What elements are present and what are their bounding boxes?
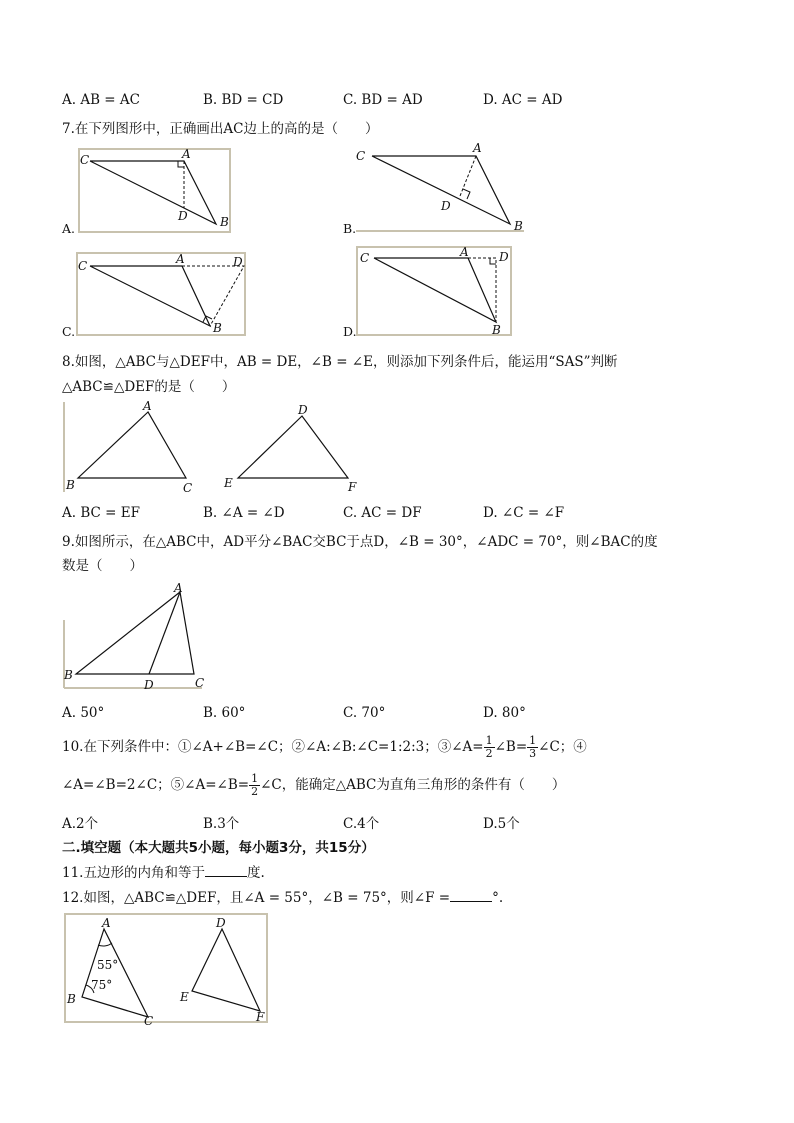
label-a: A [176, 252, 185, 266]
q8-figure [62, 398, 362, 496]
q10-stem-1 [62, 735, 587, 760]
q9-option-c: C. 70° [343, 705, 386, 721]
label-d: D [144, 678, 154, 692]
label-c: C [360, 251, 370, 265]
q10-stem-2b: ∠C，能确定△ABC为直角三角形的条件有（ ） [260, 777, 566, 793]
q8-stem-2: △ABC≌△DEF的是（ ） [62, 379, 236, 395]
q7-caption-c: C. [62, 324, 76, 339]
q6-option-d: D. AC = AD [483, 92, 563, 108]
q11-stem: 11.五边形的内角和等于 度. [62, 865, 265, 881]
q6-option-c: C. BD = AD [343, 92, 423, 108]
label-e: E [224, 476, 233, 490]
label-a: A [102, 916, 111, 930]
section-2-heading: 二.填空题（本大题共5小题，每小题3分，共15分） [62, 840, 375, 856]
q7-caption-a: A. [62, 221, 76, 236]
label-b: B [213, 321, 222, 335]
q8-option-d: D. ∠C = ∠F [483, 505, 565, 521]
q10-stem-2a: ∠A=∠B=2∠C；⑤∠A=∠B= [62, 777, 250, 793]
q10-stem-1c: ∠C；④ [538, 739, 587, 755]
q11-answer-blank[interactable] [205, 864, 247, 877]
q9-stem-1: 9.如图所示，在△ABC中，AD平分∠BAC交BC于点D，∠B = 30°，∠ADC = 70°，则∠BAC的度 [62, 534, 658, 550]
q8-option-a: A. BC = EF [62, 505, 140, 521]
label-c: C [78, 259, 88, 273]
q9-figure [62, 580, 212, 692]
frac-one-third: $\frac{1}{3}$ [529, 734, 537, 760]
label-d: D [233, 255, 243, 269]
label-a: A [460, 245, 469, 259]
q7-figure-a [78, 148, 232, 234]
q7-figure-b [356, 142, 528, 236]
q9-option-a: A. 50° [62, 705, 105, 721]
label-c: C [356, 149, 366, 163]
angle-75-label: 75° [91, 978, 113, 992]
label-e: E [180, 990, 189, 1004]
q12-stem: 12.如图，△ABC≌△DEF，且∠A = 55°，∠B = 75°，则∠F = °. [62, 890, 504, 906]
frac-one-half: $\frac{1}{2}$ [485, 734, 493, 760]
q10-option-c: C.4个 [343, 816, 380, 832]
label-a: A [174, 581, 183, 595]
label-b: B [492, 323, 501, 337]
label-b: B [64, 668, 73, 682]
q8-option-c: C. AC = DF [343, 505, 422, 521]
label-a: A [473, 141, 482, 155]
q10-option-a: A.2个 [62, 816, 99, 832]
label-d: D [216, 916, 226, 930]
q9-stem-2: 数是（ ） [62, 558, 143, 574]
q10-option-d: D.5个 [483, 816, 520, 832]
label-a: A [182, 147, 191, 161]
label-d: D [178, 209, 188, 223]
q10-stem-1a: 10.在下列条件中：①∠A+∠B=∠C；②∠A:∠B:∠C=1:2:3；③∠A= [62, 739, 484, 755]
label-c: C [195, 676, 205, 690]
label-c: C [80, 153, 90, 167]
label-d: D [441, 199, 451, 213]
q8-option-b: B. ∠A = ∠D [203, 505, 285, 521]
q9-option-d: D. 80° [483, 705, 526, 721]
label-a: A [143, 399, 152, 413]
label-f: F [348, 480, 357, 494]
q7-figure-c [76, 252, 248, 338]
label-c: C [144, 1014, 154, 1028]
q7-stem: 7.在下列图形中，正确画出AC边上的高的是（ ） [62, 121, 379, 137]
q10-stem-1b: ∠B= [494, 739, 528, 755]
q6-option-b: B. BD = CD [203, 92, 284, 108]
q7-figure-d [356, 246, 514, 338]
frac-one-half-2: $\frac{1}{2}$ [251, 772, 259, 798]
label-b: B [220, 215, 229, 229]
angle-55-label: 55° [97, 958, 119, 972]
label-b: B [66, 478, 75, 492]
label-b: B [514, 219, 523, 233]
q8-stem-1: 8.如图，△ABC与△DEF中，AB = DE，∠B = ∠E，则添加下列条件后，能运用“SAS”判断 [62, 354, 618, 370]
label-b: B [67, 992, 76, 1006]
q10-option-b: B.3个 [203, 816, 240, 832]
q9-option-b: B. 60° [203, 705, 246, 721]
q12-figure [64, 913, 270, 1028]
label-d: D [298, 403, 308, 417]
label-d: D [499, 250, 509, 264]
q10-stem-2 [62, 773, 565, 798]
q7-caption-d: D. [343, 324, 357, 339]
q6-option-a: A. AB = AC [62, 92, 140, 108]
q12-answer-blank[interactable] [450, 889, 492, 902]
label-f: F [256, 1010, 265, 1024]
label-c: C [183, 481, 193, 495]
q7-caption-b: B. [343, 221, 357, 236]
